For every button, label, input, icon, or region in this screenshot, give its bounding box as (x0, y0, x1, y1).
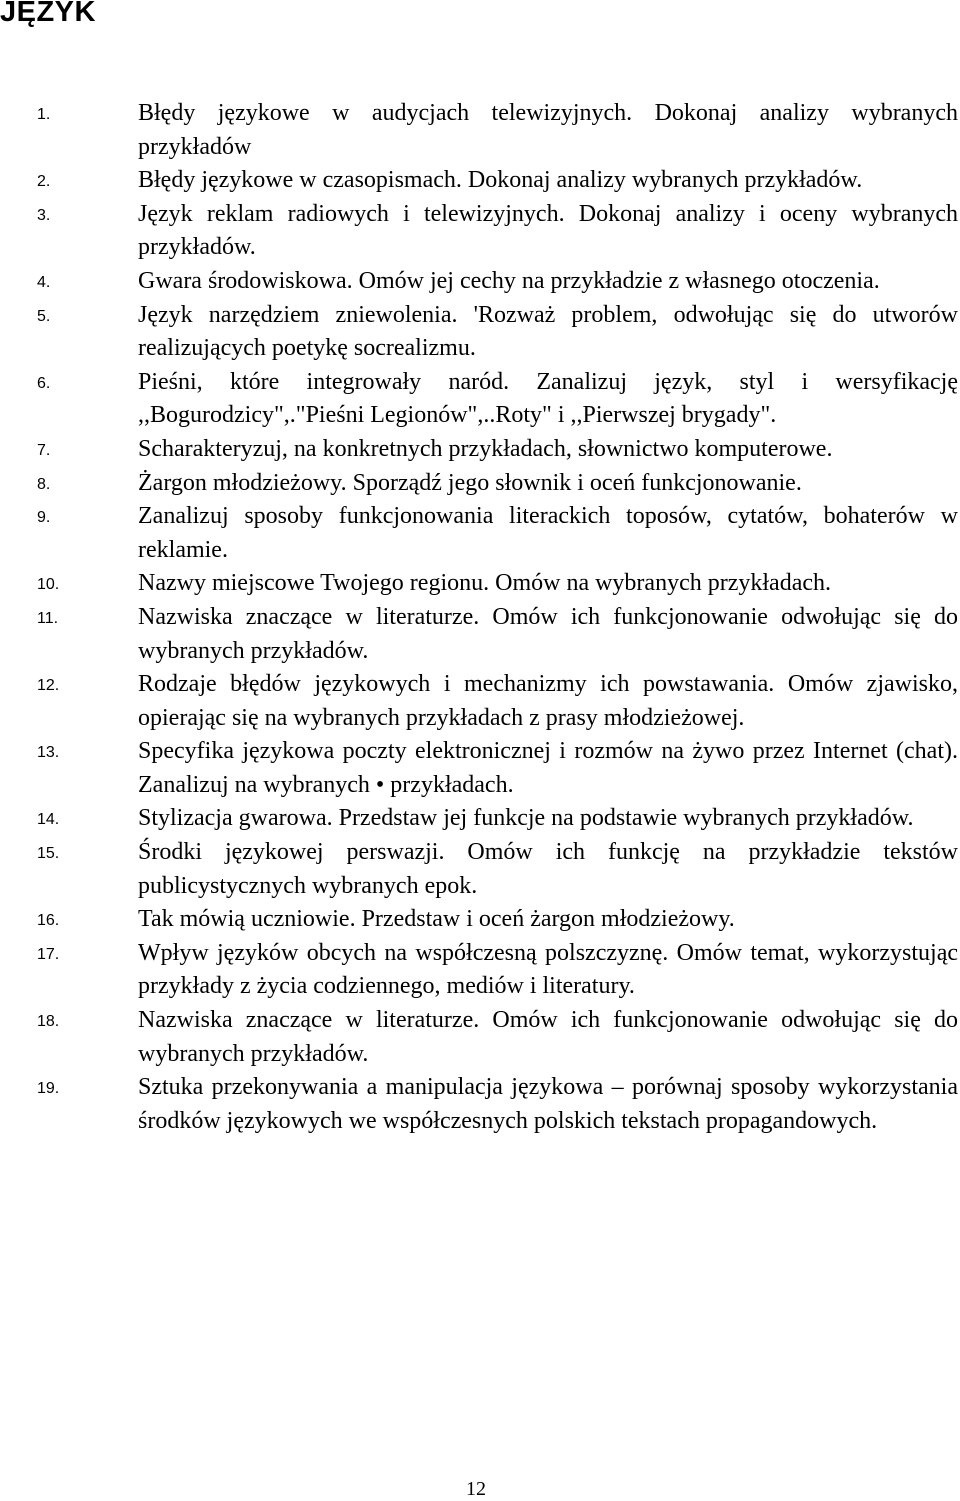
topic-text: Tak mówią uczniowie. Przedstaw i oceń żargon młodzieżowy. (138, 906, 735, 933)
topic-number: 12. (37, 677, 60, 695)
topic-text: Wpływ języków obcych na współczesną polszczyznę. Omów temat, wykorzystując przykłady z życia codziennego, mediów i literatury. (138, 939, 958, 1000)
page-number: 12 (466, 1478, 486, 1500)
topic-number: 1. (37, 106, 51, 123)
topic-item (0, 836, 960, 903)
topic-number: 17. (37, 945, 60, 963)
topic-text: Rodzaje błędów językowych i mechanizmy ich powstawania. Omów zjawisko, opierając się na wybranych przykładach z prasy młodzieżowej. (138, 671, 958, 731)
topic-text: Stylizacja gwarowa. Przedstaw jej funkcje na podstawie wybranych przykładów. (138, 805, 914, 832)
topic-item (0, 97, 960, 164)
topic-item (0, 198, 960, 265)
topic-number: 4. (37, 273, 51, 291)
topic-text: Zanalizuj sposoby funkcjonowania literackich toposów, cytatów, bohaterów w reklamie. (138, 503, 958, 563)
topic-item (0, 467, 960, 501)
topic-number: 6. (37, 374, 51, 392)
topic-item (0, 937, 960, 1004)
topic-number: 2. (37, 173, 51, 191)
topic-number: 14. (37, 811, 60, 829)
page-heading: JĘZYK (0, 0, 96, 28)
topic-text: Sztuka przekonywania a manipulacja językowa – porównaj sposoby wykorzystania środków językowych we współczesnych polskich tekstach propagandowych. (138, 1074, 958, 1134)
topic-text: Gwara środowiskowa. Omów jej cechy na przykładzie z własnego otoczenia. (138, 267, 880, 294)
topic-item (0, 668, 960, 735)
topic-text: Specyfika językowa poczty elektronicznej i rozmów na żywo przez Internet (chat). Zanalizuj na wybranych • przykładach. (138, 738, 958, 798)
topic-item (0, 735, 960, 802)
topic-number: 3. (37, 206, 51, 224)
topic-text: Nazwy miejscowe Twojego regionu. Omów na wybranych przykładach. (138, 570, 831, 597)
topic-number: 15. (37, 845, 60, 863)
topic-item (0, 164, 960, 198)
topic-item (0, 1004, 960, 1071)
topic-text: Błędy językowe w czasopismach. Dokonaj analizy wybranych przykładów. (138, 167, 863, 194)
topic-number: 5. (37, 307, 51, 325)
topic-number: 19. (37, 1080, 60, 1098)
topic-number: 16. (37, 912, 60, 930)
topic-number: 10. (37, 576, 60, 594)
topic-number: 13. (37, 744, 60, 762)
topic-item (0, 299, 960, 366)
topic-text: Język narzędziem zniewolenia. 'Rozważ problem, odwołując się do utworów realizujących poetykę socrealizmu. (138, 301, 958, 362)
topic-number: 11. (37, 609, 59, 627)
topic-text: Nazwiska znaczące w literaturze. Omów ich funkcjonowanie odwołując się do wybranych przykładów. (138, 603, 958, 664)
topic-text: Pieśni, które integrowały naród. Zanalizuj język, styl i wersyfikację ,,Bogurodzicy",."Pieśni Legionów",..Roty" i ,,Pierwszej brygady". (138, 368, 958, 429)
topic-item (0, 1071, 960, 1138)
topic-number: 7. (37, 441, 51, 459)
topic-item (0, 433, 960, 467)
topic-item (0, 265, 960, 299)
topic-text: Nazwiska znaczące w literaturze. Omów ich funkcjonowanie odwołując się do wybranych przykładów. (138, 1007, 958, 1067)
topic-item (0, 903, 960, 937)
topic-item (0, 366, 960, 433)
topic-text: Błędy językowe w audycjach telewizyjnych. Dokonaj analizy wybranych przykładów (138, 100, 958, 160)
topic-item (0, 802, 960, 836)
topic-number: 9. (37, 509, 51, 527)
topic-number: 8. (37, 475, 51, 493)
topic-list (0, 97, 960, 1138)
topic-item (0, 500, 960, 567)
topic-item (0, 567, 960, 601)
topic-text: Język reklam radiowych i telewizyjnych. Dokonaj analizy i oceny wybranych przykładów. (138, 200, 958, 261)
topic-text: Środki językowej perswazji. Omów ich funkcję na przykładzie tekstów publicystycznych wybranych epok. (138, 839, 958, 899)
topic-number: 18. (37, 1013, 60, 1031)
topic-text: Scharakteryzuj, na konkretnych przykładach, słownictwo komputerowe. (138, 435, 833, 462)
topic-text: Żargon młodzieżowy. Sporządź jego słownik i oceń funkcjonowanie. (138, 469, 802, 496)
topic-item (0, 601, 960, 668)
